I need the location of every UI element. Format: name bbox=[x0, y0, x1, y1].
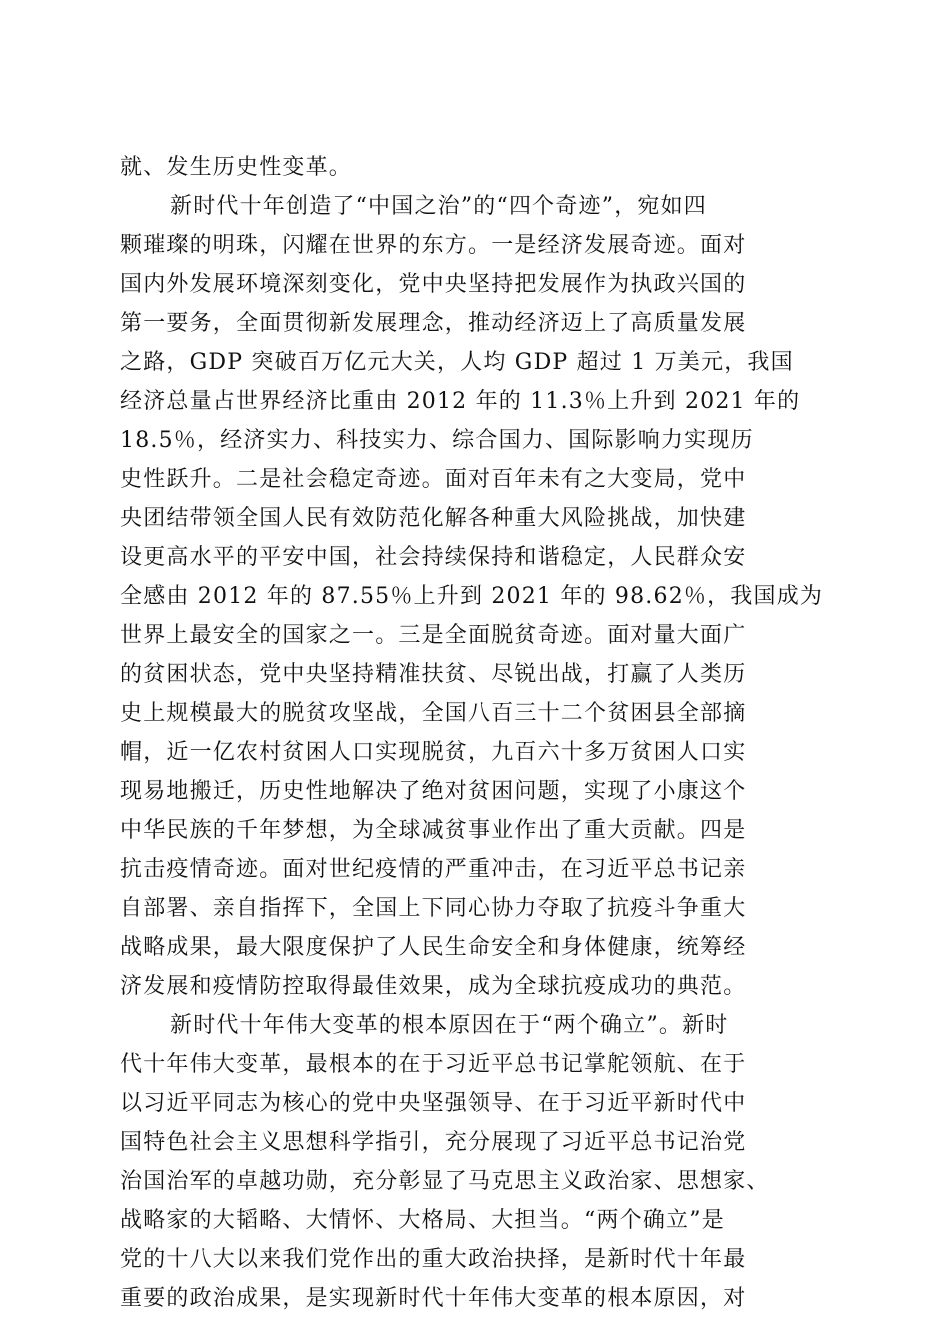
text-line: 第一要务，全面贯彻新发展理念，推动经济迈上了高质量发展 bbox=[120, 311, 747, 336]
text-line: 之路，GDP 突破百万亿元大关，人均 GDP 超过 1 万美元，我国 bbox=[120, 350, 794, 375]
text-line: 党的十八大以来我们党作出的重大政治抉择，是新时代十年最 bbox=[120, 1247, 747, 1272]
text-line: 抗击疫情奇迹。面对世纪疫情的严重冲击，在习近平总书记亲 bbox=[120, 857, 747, 882]
text-line: 设更高水平的平安中国，社会持续保持和谐稳定，人民群众安 bbox=[120, 545, 747, 570]
text-line: 世界上最安全的国家之一。三是全面脱贫奇迹。面对量大面广 bbox=[120, 623, 747, 648]
text-line: 全感由 2012 年的 87.55％上升到 2021 年的 98.62％，我国成为 bbox=[120, 584, 824, 609]
text-line: 经济总量占世界经济比重由 2012 年的 11.3％上升到 2021 年的 bbox=[120, 389, 801, 414]
text-line: 战略家的大韬略、大情怀、大格局、大担当。“两个确立”是 bbox=[120, 1208, 725, 1233]
text-line: 的贫困状态，党中央坚持精准扶贫、尽锐出战，打赢了人类历 bbox=[120, 662, 747, 687]
text-line: 战略成果，最大限度保护了人民生命安全和身体健康，统筹经 bbox=[120, 935, 747, 960]
text-line: 国特色社会主义思想科学指引，充分展现了习近平总书记治党 bbox=[120, 1130, 747, 1155]
text-line: 18.5％，经济实力、科技实力、综合国力、国际影响力实现历 bbox=[120, 428, 754, 453]
text-line: 就、发生历史性变革。 bbox=[120, 155, 353, 180]
text-line: 自部署、亲自指挥下，全国上下同心协力夺取了抗疫斗争重大 bbox=[120, 896, 747, 921]
text-line: 济发展和疫情防控取得最佳效果，成为全球抗疫成功的典范。 bbox=[120, 974, 747, 999]
text-line: 以习近平同志为核心的党中央坚强领导、在于习近平新时代中 bbox=[120, 1091, 747, 1116]
text-line: 治国治军的卓越功勋，充分彰显了马克思主义政治家、思想家、 bbox=[120, 1169, 770, 1194]
text-line: 代十年伟大变革，最根本的在于习近平总书记掌舵领航、在于 bbox=[120, 1052, 747, 1077]
text-line: 史性跃升。二是社会稳定奇迹。面对百年未有之大变局，党中 bbox=[120, 467, 747, 492]
text-line: 央团结带领全国人民有效防范化解各种重大风险挑战，加快建 bbox=[120, 506, 747, 531]
text-line: 史上规模最大的脱贫攻坚战，全国八百三十二个贫困县全部摘 bbox=[120, 701, 747, 726]
text-line: 帽，近一亿农村贫困人口实现脱贫，九百六十多万贫困人口实 bbox=[120, 740, 747, 765]
text-line: 中华民族的千年梦想，为全球减贫事业作出了重大贡献。四是 bbox=[120, 818, 747, 843]
text-line: 颗璀璨的明珠，闪耀在世界的东方。一是经济发展奇迹。面对 bbox=[120, 233, 747, 258]
document-body bbox=[120, 148, 840, 1318]
text-line: 现易地搬迁，历史性地解决了绝对贫困问题，实现了小康这个 bbox=[120, 779, 747, 804]
text-line: 重要的政治成果，是实现新时代十年伟大变革的根本原因，对 bbox=[120, 1286, 747, 1311]
text-line: 国内外发展环境深刻变化，党中央坚持把发展作为执政兴国的 bbox=[120, 272, 747, 297]
paragraph-start-line: 新时代十年创造了“中国之治”的“四个奇迹”，宛如四 bbox=[170, 194, 707, 219]
paragraph-start-line: 新时代十年伟大变革的根本原因在于“两个确立”。新时 bbox=[170, 1013, 729, 1038]
